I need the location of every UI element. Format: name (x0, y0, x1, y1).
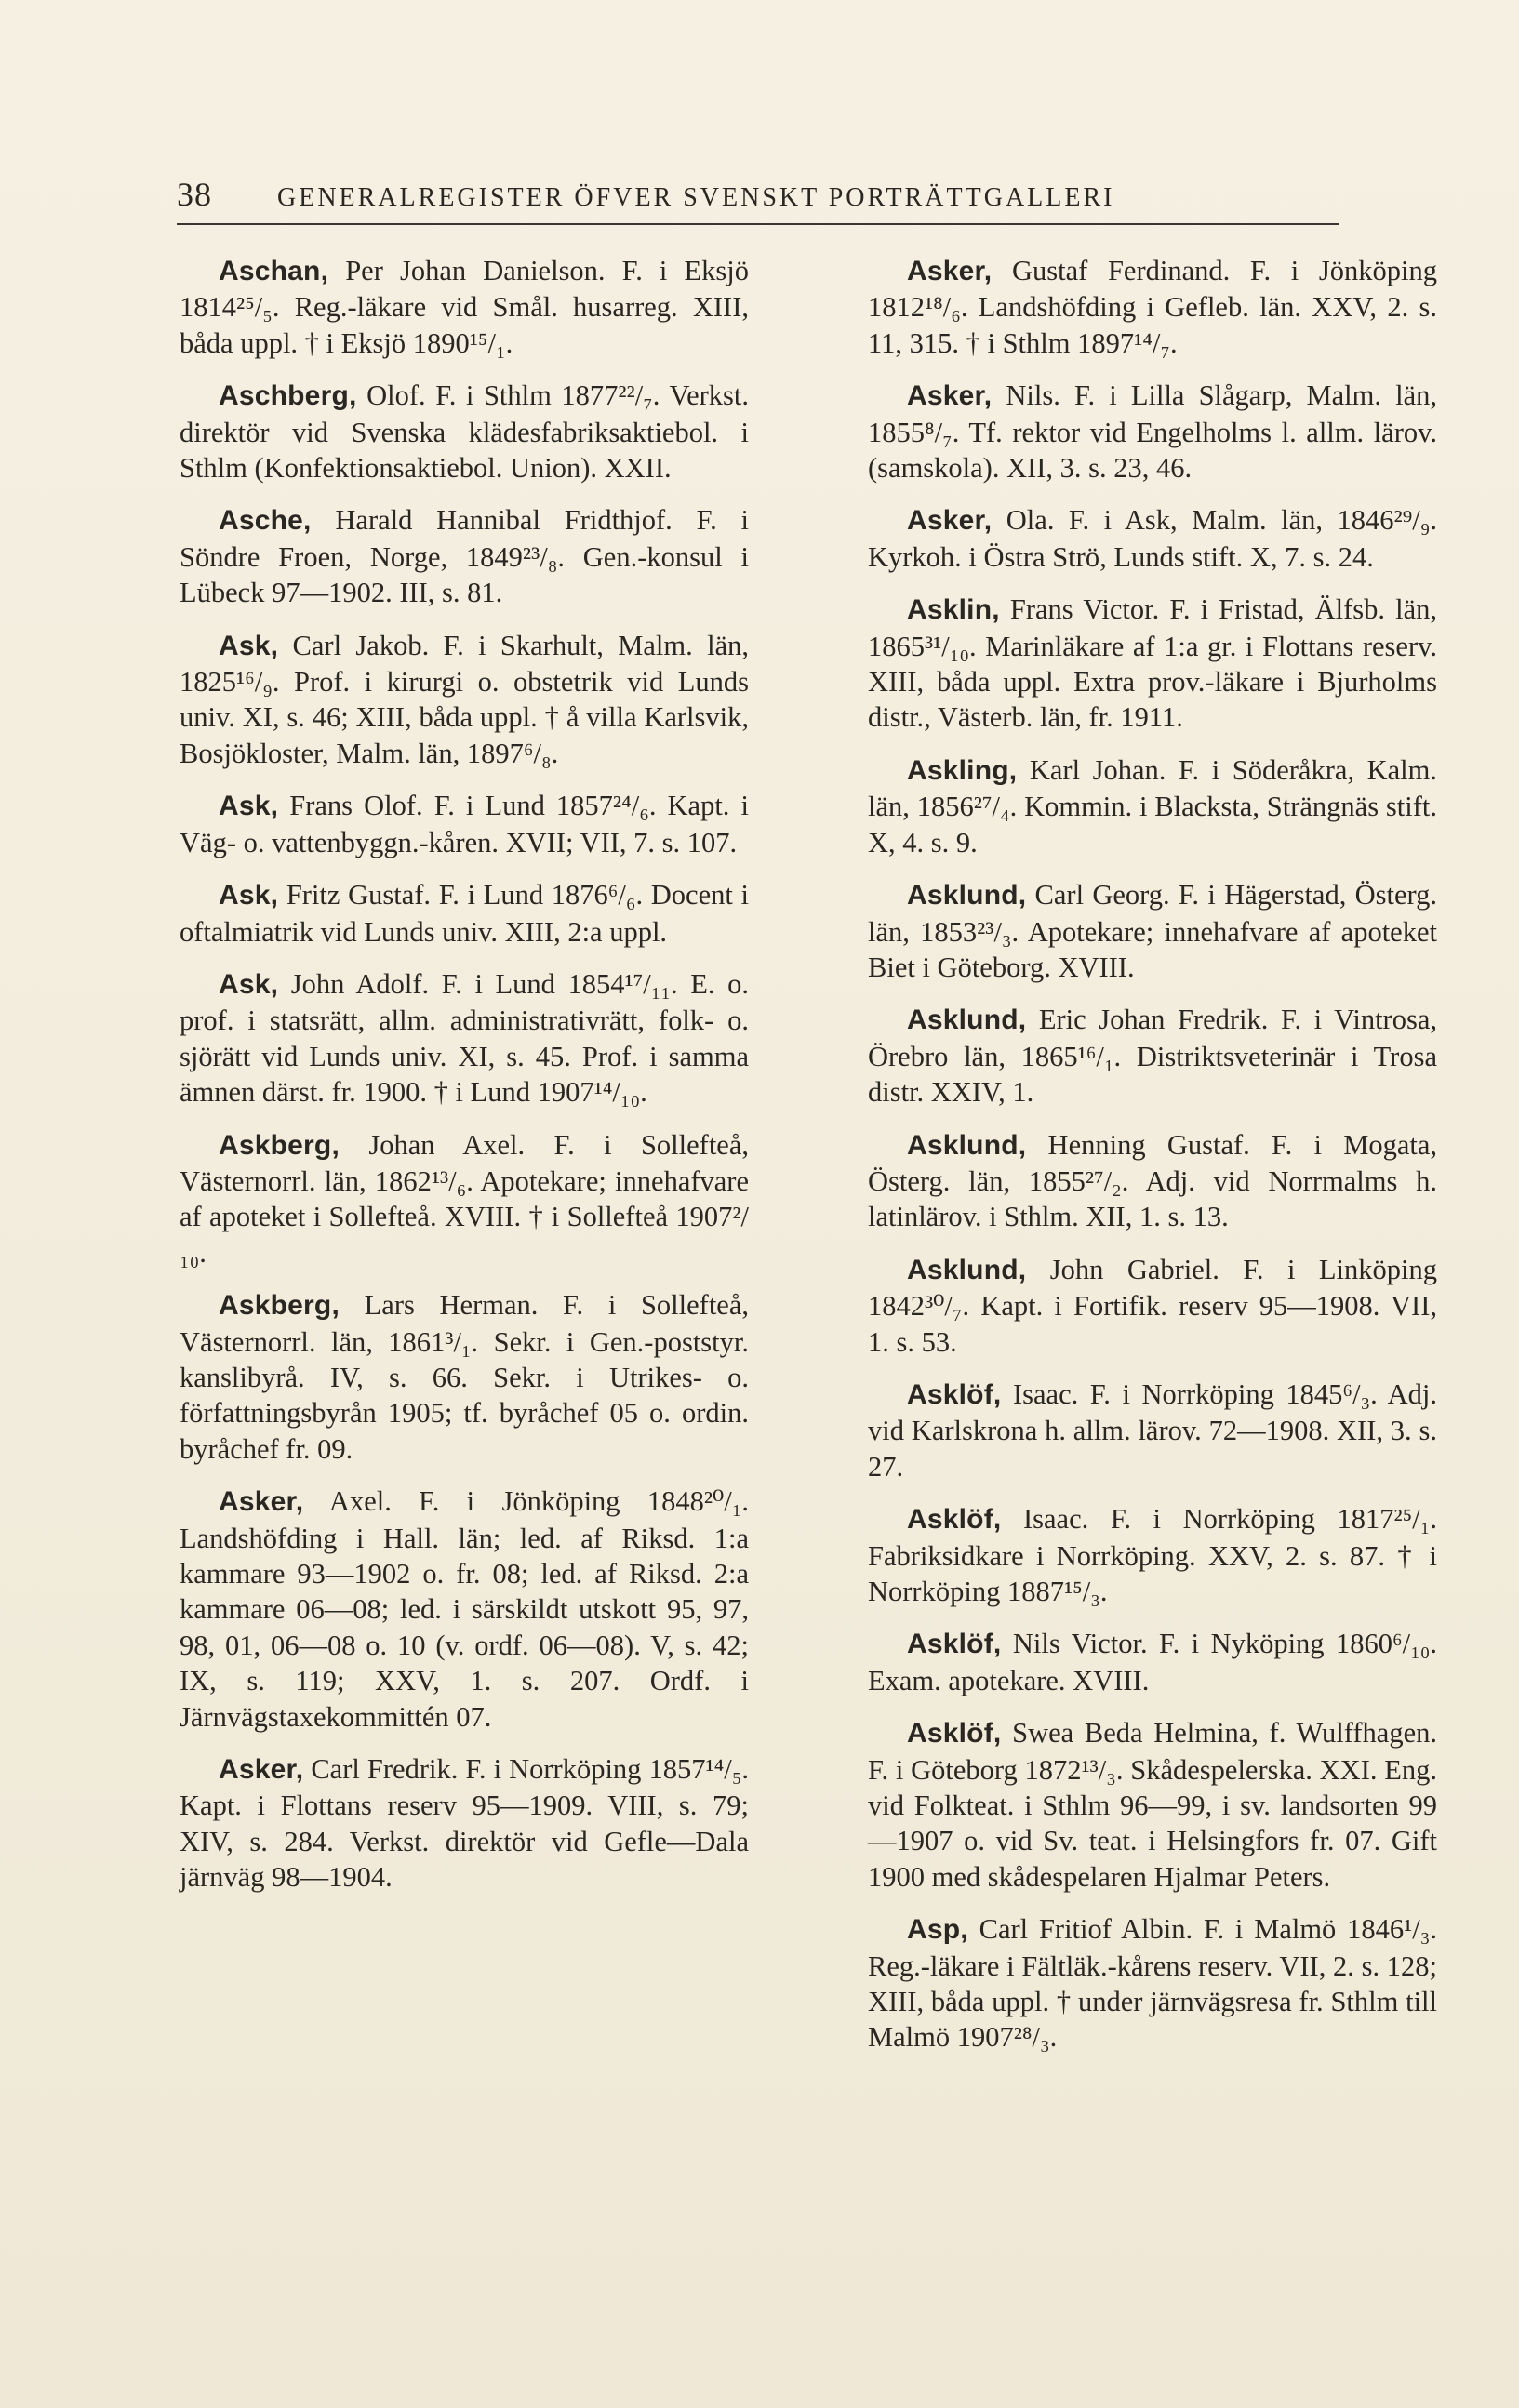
entry-text: Harald Hannibal Fridthjof. F. i Söndre Froen, Norge, 1849²³/₈. Gen.-konsul i Lübeck 97—1902. III, s. 81. (180, 504, 749, 609)
register-entry (180, 877, 749, 950)
entry-surname: Asklund, (907, 880, 1027, 911)
register-entry (180, 1751, 749, 1896)
register-entry (868, 1377, 1437, 1484)
page-number: 38 (177, 176, 212, 213)
entry-text: Swea Beda Helmina, f. Wulffhagen. F. i Göteborg 1872¹³/₃. Skådespelerska. XXI. Eng. vid Folkteat. i Sthlm 96—99, i sv. landsorten 99—1907 o. vid Sv. teat. i Helsingfors fr. 07. Gift 1900 med skådespelaren Hjalmar Peters. (868, 1717, 1437, 1893)
entry-surname: Askling, (907, 754, 1018, 786)
register-entry (180, 378, 749, 486)
entry-surname: Aschberg, (219, 380, 357, 412)
right-column (868, 253, 1437, 2072)
entry-text: Axel. F. i Jönköping 1848²⁰/₁. Landshöfding i Hall. län; led. af Riksd. 1:a kammare 93—1902 o. fr. 08; led. af Riksd. 2:a kammare 06—08; led. i särskildt utskott 95, 97, 98, 01, 06—08 o. 10 (v. ordf. 06—08). V, s. 42; IX, s. 119; XXV, 1. s. 207. Ordf. i Järnvägstaxekommittén 07. (180, 1485, 749, 1733)
register-entry (868, 502, 1437, 575)
register-entry (180, 1127, 749, 1271)
register-entry (868, 1002, 1437, 1110)
entry-text: Frans Victor. F. i Fristad, Älfsb. län, 1865³¹/₁₀. Marinläkare af 1:a gr. i Flottans reserv. XIII, båda uppl. Extra prov.-läkare i Bjurholms distr., Västerb. län, fr. 1911. (868, 593, 1437, 734)
entry-surname: Asp, (907, 1914, 968, 1946)
register-entry (868, 378, 1437, 486)
entry-text: Frans Olof. F. i Lund 1857²⁴/₆. Kapt. i Väg- o. vattenbyggn.-kåren. XVII; VII, 7. s. 107. (180, 790, 749, 858)
entry-surname: Asklöf, (907, 1504, 1002, 1536)
entry-text: Henning Gustaf. F. i Mogata, Österg. län, 1855²⁷/₂. Adj. vid Norrmalms h. latinlärov. i Sthlm. XII, 1. s. 13. (868, 1128, 1437, 1233)
entry-surname: Asker, (219, 1754, 304, 1786)
register-entry (180, 1483, 749, 1735)
register-entry (868, 1127, 1437, 1235)
register-entry (180, 788, 749, 860)
register-entry (868, 253, 1437, 361)
entry-text: John Gabriel. F. i Linköping 1842³⁰/₇. Kapt. i Fortifik. reserv 95—1908. VII, 1. s. 53. (868, 1253, 1437, 1358)
register-entry (868, 592, 1437, 736)
entry-surname: Aschan, (219, 256, 329, 286)
entry-text: Carl Jakob. F. i Skarhult, Malm. län, 1825¹⁶/₉. Prof. i kirurgi o. obstetrik vid Lunds univ. XI, s. 46; XIII, båda uppl. † å villa Karlsvik, Bosjökloster, Malm. län, 1897⁶/₈. (180, 629, 749, 769)
entry-surname: Ask, (219, 880, 279, 911)
register-entry (868, 752, 1437, 860)
entry-surname: Asker, (219, 1486, 304, 1518)
entry-surname: Asklöf, (907, 1629, 1002, 1660)
entry-surname: Ask, (219, 968, 279, 1000)
register-entry (868, 1626, 1437, 1698)
entry-text: Karl Johan. F. i Söderåkra, Kalm. län, 1856²⁷/₄. Kommin. i Blacksta, Strängnäs stift. X, 4. s. 9. (868, 753, 1437, 858)
entry-surname: Asklund, (907, 1254, 1027, 1285)
page-header (177, 175, 1339, 225)
entry-text: Isaac. F. i Norrköping 1845⁶/₃. Adj. vid Karlskrona h. allm. lärov. 72—1908. XII, 3. s. 27. (868, 1377, 1437, 1483)
entry-surname: Asklin, (907, 594, 1000, 626)
entry-text: Isaac. F. i Norrköping 1817²⁵/₁. Fabriksidkare i Norrköping. XXV, 2. s. 87. † i Norrköping 1887¹⁵/₃. (868, 1503, 1437, 1607)
register-entry (868, 1715, 1437, 1895)
entry-text: Per Johan Danielson. F. i Eksjö 1814²⁵/₅. Reg.-läkare vid Smål. husarreg. XIII, båda uppl. † i Eksjö 1890¹⁵/₁. (180, 255, 749, 359)
register-entry (868, 1911, 1437, 2055)
entry-surname: Asker, (907, 256, 993, 286)
register-entry (868, 1501, 1437, 1609)
entry-text: Carl Fritiof Albin. F. i Malmö 1846¹/₃. Reg.-läkare i Fältläk.-kårens reserv. VII, 2. s. 128; XIII, båda uppl. † under järnvägsresa fr. Sthlm till Malmö 1907²⁸/₃. (868, 1913, 1437, 2054)
entry-surname: Asche, (219, 505, 312, 537)
entry-surname: Asklöf, (907, 1378, 1002, 1410)
entry-surname: Asklund, (907, 1004, 1027, 1036)
register-entry (868, 877, 1437, 985)
entry-text: Carl Fredrik. F. i Norrköping 1857¹⁴/₅. Kapt. i Flottans reserv 95—1909. VIII, s. 79; XIV, s. 284. Verkst. direktör vid Gefle—Dala järnväg 98—1904. (180, 1753, 749, 1894)
entry-text: John Adolf. F. i Lund 1854¹⁷/₁₁. E. o. prof. i statsrätt, allm. administrativrätt, folk- o. sjörätt vid Lunds univ. XI, s. 45. Prof. i samma ämnen därst. fr. 1900. † i Lund 1907¹⁴/₁₀. (180, 967, 749, 1109)
entry-text: Fritz Gustaf. F. i Lund 1876⁶/₆. Docent i oftalmiatrik vid Lunds univ. XIII, 2:a uppl. (180, 879, 749, 948)
register-entry (180, 502, 749, 610)
entry-text: Carl Georg. F. i Hägerstad, Österg. län, 1853²³/₃. Apotekare; innehafvare af apoteket Biet i Göteborg. XVIII. (868, 879, 1437, 983)
entry-surname: Asker, (907, 505, 993, 537)
entry-surname: Asker, (907, 380, 993, 412)
entry-surname: Ask, (219, 791, 279, 822)
entry-surname: Asklund, (907, 1129, 1027, 1161)
entry-text: Nils Victor. F. i Nyköping 1860⁶/₁₀. Exam. apotekare. XVIII. (868, 1628, 1437, 1696)
entry-text: Gustaf Ferdinand. F. i Jönköping 1812¹⁸/₆. Landshöfding i Gefleb. län. XXV, 2. s. 11, 315. † i Sthlm 1897¹⁴/₇. (868, 255, 1437, 359)
entry-surname: Askberg, (219, 1129, 340, 1161)
register-entry (180, 253, 749, 361)
register-entry (180, 628, 749, 772)
entry-text: Nils. F. i Lilla Slågarp, Malm. län, 1855⁸/₇. Tf. rektor vid Engelholms l. allm. lärov. (samskola). XII, 3. s. 23, 46. (868, 379, 1437, 485)
register-entry (180, 1287, 749, 1467)
register-entry (868, 1252, 1437, 1360)
entry-text: Eric Johan Fredrik. F. i Vintrosa, Örebro län, 1865¹⁶/₁. Distriktsveterinär i Trosa distr. XXIV, 1. (868, 1004, 1437, 1109)
entry-text: Lars Herman. F. i Sollefteå, Västernorrl. län, 1861³/₁. Sekr. i Gen.-poststyr. kanslibyrå. IV, s. 66. Sekr. i Utrikes- o. författningsbyrån 1905; tf. byråchef 05 o. ordin. byråchef fr. 09. (180, 1289, 749, 1465)
left-column (180, 253, 749, 1912)
entry-text: Ola. F. i Ask, Malm. län, 1846²⁹/₉. Kyrkoh. i Östra Strö, Lunds stift. X, 7. s. 24. (868, 504, 1437, 573)
entry-surname: Ask, (219, 630, 279, 661)
entry-surname: Askberg, (219, 1290, 340, 1322)
entry-text: Olof. F. i Sthlm 1877²²/₇. Verkst. direktör vid Svenska klädesfabriksaktiebol. i Sthlm (Konfektionsaktiebol. Union). XXII. (180, 379, 749, 485)
entry-text: Johan Axel. F. i Sollefteå, Västernorrl. län, 1862¹³/₆. Apotekare; innehafvare af apoteket i Sollefteå. XVIII. † i Sollefteå 1907²/₁₀. (180, 1128, 749, 1269)
entry-surname: Asklöf, (907, 1718, 1002, 1749)
running-title: GENERALREGISTER ÖFVER SVENSKT PORTRÄTTGALLERI (277, 183, 1115, 212)
register-entry (180, 966, 749, 1111)
